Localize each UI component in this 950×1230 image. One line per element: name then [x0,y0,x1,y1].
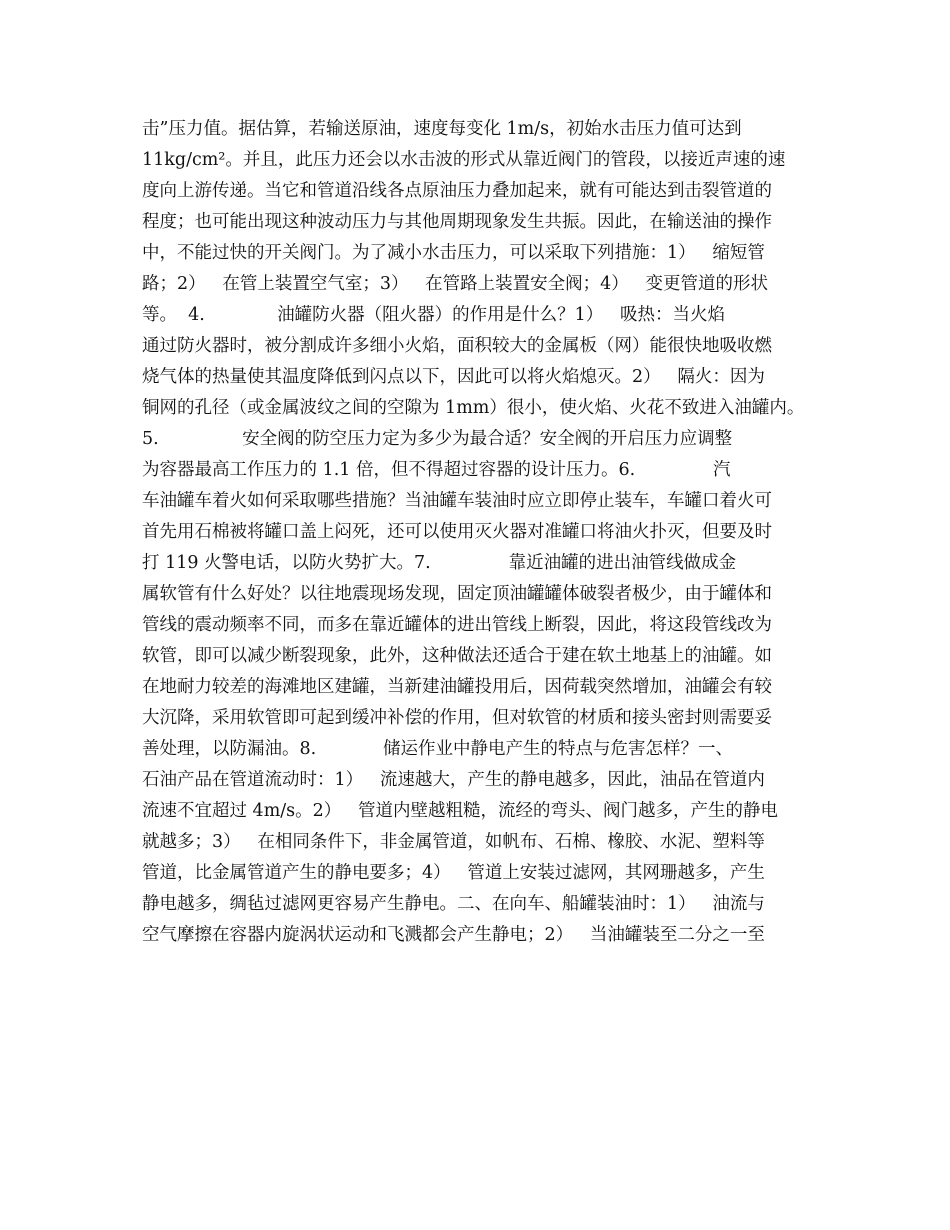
text-line: 程度；也可能出现这种波动压力与其他周期现象发生共振。因此，在输送油的操作 [142,212,772,232]
text-line: 石油产品在管道流动时：1） 流速越大，产生的静电越多，因此，油品在管道内 [142,770,765,790]
text-line: 为容器最高工作压力的 1.1 倍，但不得超过容器的设计压力。6. 汽 [142,460,731,480]
text-line: 击”压力值。据估算，若输送原油，速度每变化 1m/s，初始水击压力值可达到 [142,119,742,139]
text-line: 等。 4. 油罐防火器（阻火器）的作用是什么？1） 吸热：当火焰 [142,305,725,325]
text-line: 就越多；3） 在相同条件下，非金属管道，如帆布、石棉、橡胶、水泥、塑料等 [142,832,765,852]
text-line: 空气摩擦在容器内旋涡状运动和飞溅都会产生静电；2） 当油罐装至二分之一至 [142,925,765,945]
text-line: 静电越多，绸毡过滤网更容易产生静电。二、在向车、船罐装油时：1） 油流与 [142,894,765,914]
text-line: 铜网的孔径（或金属波纹之间的空隙为 1mm）很小，使火焰、火花不致进入油罐内。 [142,398,805,418]
text-line: 路；2） 在管上装置空气室；3） 在管路上装置安全阀；4） 变更管道的形状 [142,274,768,294]
text-line: 11kg/cm²。并且，此压力还会以水击波的形式从靠近阀门的管段，以接近声速的速 [142,150,786,170]
text-line: 首先用石棉被将罐口盖上闷死，还可以使用灭火器对准罐口将油火扑灭，但要及时 [142,522,772,542]
text-line: 软管，即可以减少断裂现象，此外，这种做法还适合于建在软土地基上的油罐。如 [142,646,772,666]
text-line: 管线的震动频率不同，而多在靠近罐体的进出管线上断裂，因此，将这段管线改为 [142,615,772,635]
text-line: 度向上游传递。当它和管道沿线各点原油压力叠加起来，就有可能达到击裂管道的 [142,181,772,201]
text-line: 管道，比金属管道产生的静电要多；4） 管道上安装过滤网，其网珊越多，产生 [142,863,765,883]
text-line: 流速不宜超过 4m/s。2） 管道内壁越粗糙，流经的弯头、阀门越多，产生的静电 [142,801,778,821]
body-text [142,114,814,951]
text-line: 在地耐力较差的海滩地区建罐，当新建油罐投用后，因荷载突然增加，油罐会有较 [142,677,772,697]
text-line: 车油罐车着火如何采取哪些措施？当油罐车装油时应立即停止装车，车罐口着火可 [142,491,772,511]
text-line: 大沉降，采用软管即可起到缓冲补偿的作用，但对软管的材质和接头密封则需要妥 [142,708,772,728]
text-line: 打 119 火警电话，以防火势扩大。7. 靠近油罐的进出油管线做成金 [142,553,737,573]
text-line: 烧气体的热量使其温度降低到闪点以下，因此可以将火焰熄灭。2） 隔火：因为 [142,367,765,387]
text-line: 属软管有什么好处？以往地震现场发现，固定顶油罐罐体破裂者极少，由于罐体和 [142,584,772,604]
text-line: 通过防火器时，被分割成许多细小火焰，面积较大的金属板（网）能很快地吸收燃 [142,336,772,356]
text-line: 善处理，以防漏油。8. 储运作业中静电产生的特点与危害怎样？一、 [142,739,733,759]
text-line: 中，不能过快的开关阀门。为了减小水击压力，可以采取下列措施：1） 缩短管 [142,243,765,263]
text-line: 5. 安全阀的防空压力定为多少为最合适？安全阀的开启压力应调整 [142,429,733,449]
